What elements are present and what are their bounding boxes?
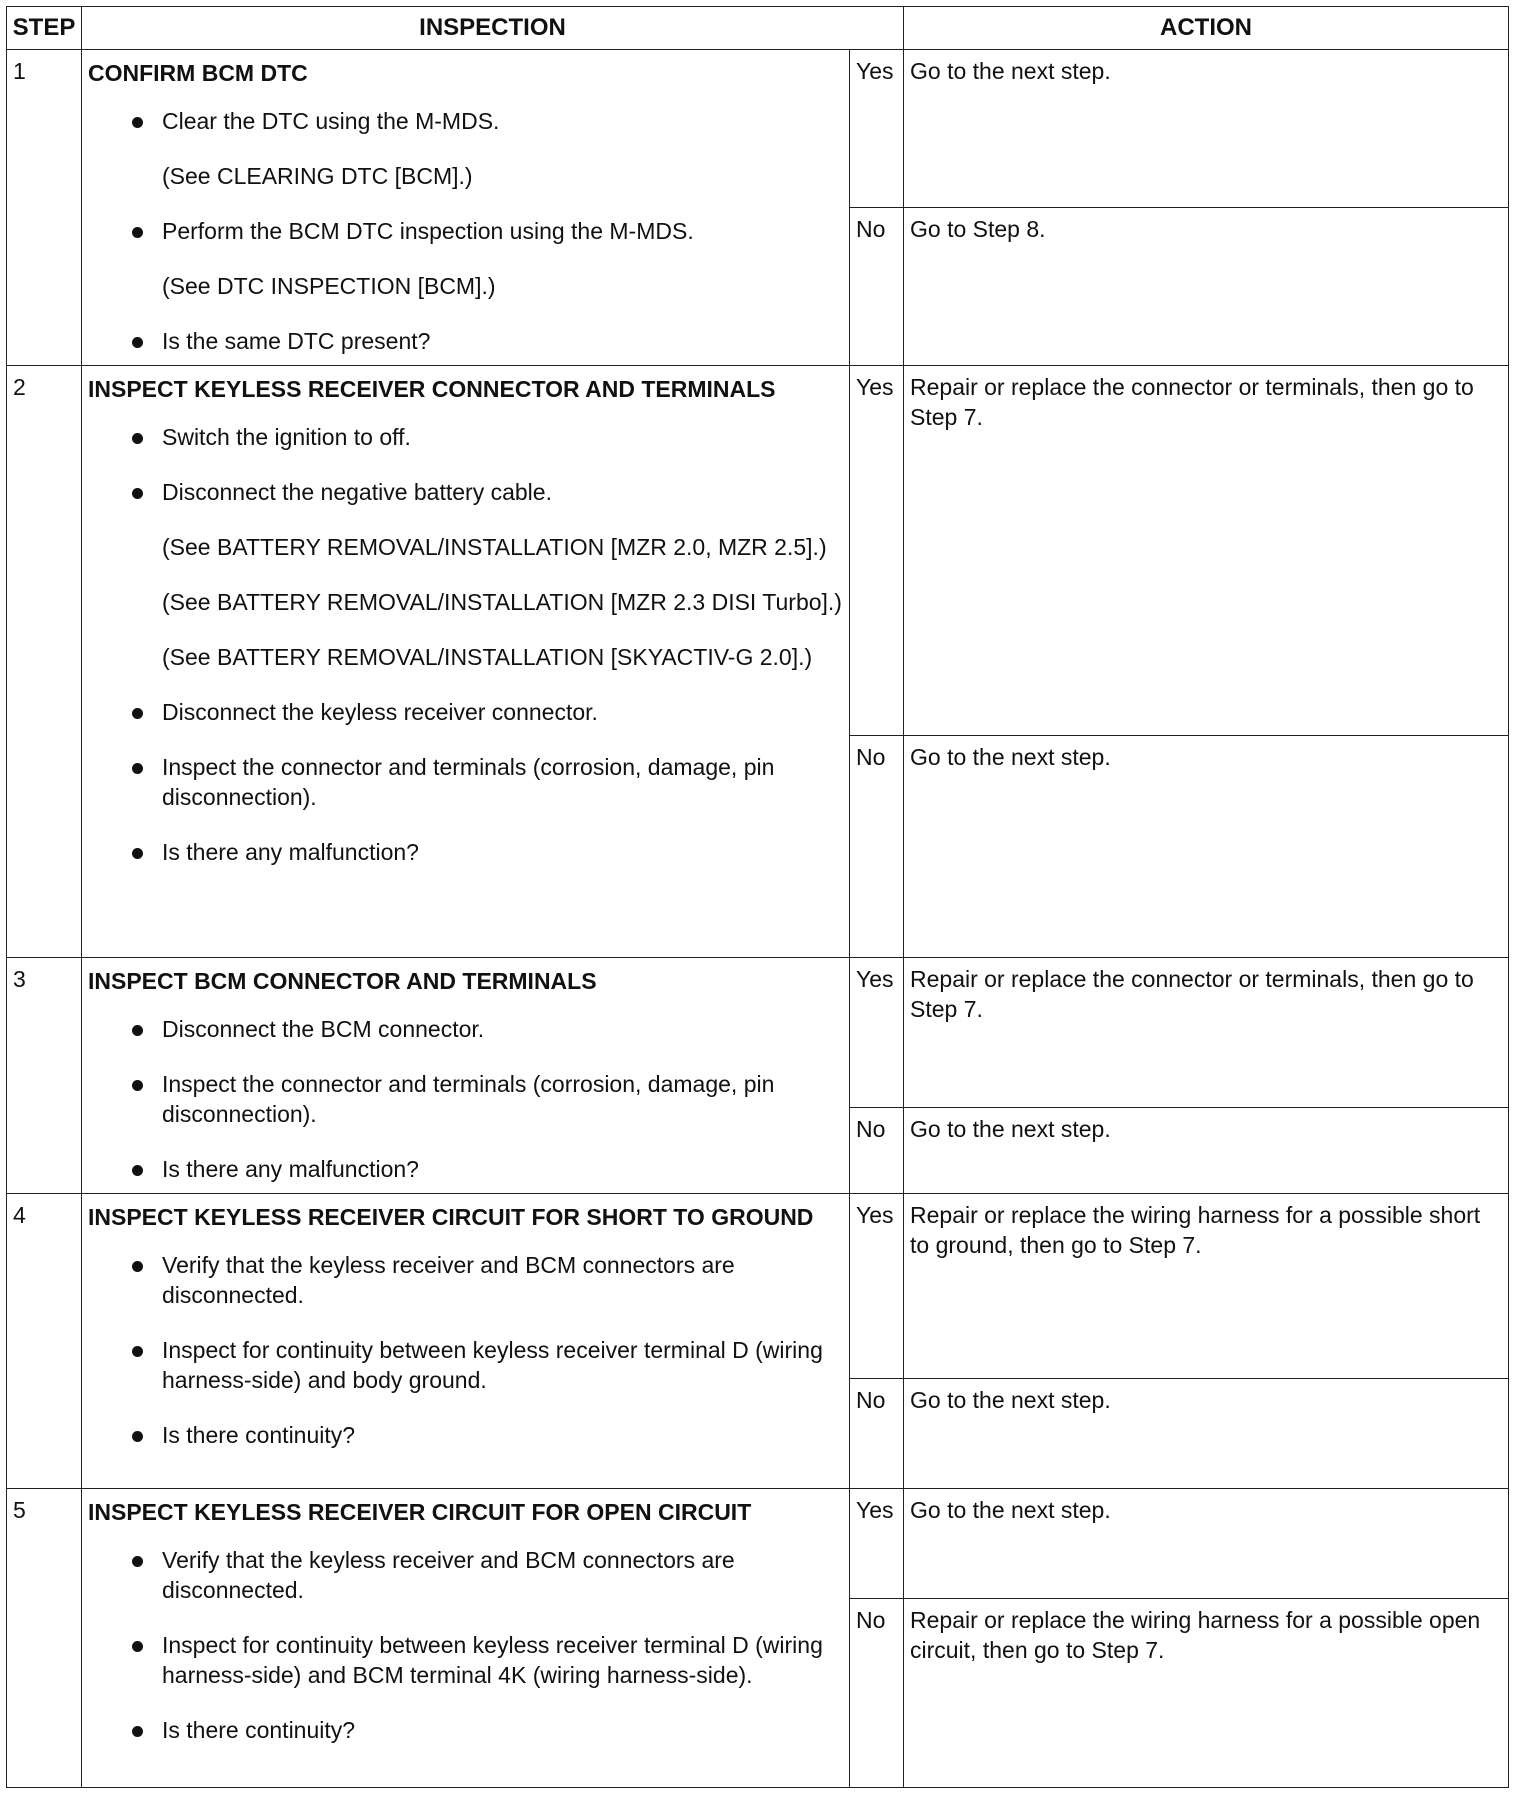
inspection-items [88, 1250, 843, 1450]
step-inspection-cell [82, 366, 850, 958]
step-inspection-cell [82, 1194, 850, 1489]
inspection-bullet-item: Perform the BCM DTC inspection using the M-MDS. [88, 216, 843, 246]
diagnostic-procedure-table [6, 6, 1509, 1788]
inspection-reference-note: (See CLEARING DTC [BCM].) [162, 163, 473, 189]
inspection-bullet-item: Verify that the keyless receiver and BCM connectors are disconnected. [88, 1250, 843, 1310]
no-label: No [850, 208, 904, 366]
step-title: INSPECT KEYLESS RECEIVER CIRCUIT FOR SHORT TO GROUND [88, 1204, 814, 1230]
no-label: No [850, 1599, 904, 1788]
inspection-bullet-item: Is there any malfunction? [88, 837, 843, 867]
yes-label: Yes [850, 958, 904, 1108]
step-number: 2 [7, 366, 82, 958]
inspection-bullet-item: Inspect for continuity between keyless receiver terminal D (wiring harness-side) and BCM terminal 4K (wiring harness-side). [88, 1630, 843, 1690]
inspection-bullet-item: Inspect for continuity between keyless receiver terminal D (wiring harness-side) and body ground. [88, 1335, 843, 1395]
inspection-bullet-item: Inspect the connector and terminals (corrosion, damage, pin disconnection). [88, 752, 843, 812]
inspection-reference-note: (See BATTERY REMOVAL/INSTALLATION [SKYACTIV-G 2.0].) [162, 644, 813, 670]
inspection-bullet-item: Disconnect the keyless receiver connector. [88, 697, 843, 727]
inspection-bullet-item: Disconnect the negative battery cable. [88, 477, 843, 507]
inspection-bullet-item: Is there continuity? [88, 1715, 843, 1745]
inspection-bullet-item: Inspect the connector and terminals (corrosion, damage, pin disconnection). [88, 1069, 843, 1129]
yes-action: Repair or replace the wiring harness for a possible short to ground, then go to Step 7. [904, 1194, 1509, 1379]
inspection-bullet-item: Is there continuity? [88, 1420, 843, 1450]
yes-label: Yes [850, 50, 904, 208]
inspection-bullet-item: Is the same DTC present? [88, 326, 843, 356]
no-action: Go to the next step. [904, 736, 1509, 958]
inspection-items [88, 106, 843, 356]
step-row-yes [7, 366, 1509, 736]
no-action: Go to Step 8. [904, 208, 1509, 366]
diagnostic-procedure-table-wrapper [6, 6, 1508, 1788]
header-inspection: INSPECTION [82, 7, 904, 50]
inspection-reference-note: (See BATTERY REMOVAL/INSTALLATION [MZR 2.3 DISI Turbo].) [162, 589, 842, 615]
step-row-yes [7, 1489, 1509, 1599]
yes-action: Go to the next step. [904, 1489, 1509, 1599]
step-number: 3 [7, 958, 82, 1194]
step-row-yes [7, 50, 1509, 208]
steps-body [7, 50, 1509, 1788]
header-action: ACTION [904, 7, 1509, 50]
step-number: 1 [7, 50, 82, 366]
no-action: Repair or replace the wiring harness for a possible open circuit, then go to Step 7. [904, 1599, 1509, 1788]
no-label: No [850, 1108, 904, 1194]
no-label: No [850, 736, 904, 958]
inspection-items [88, 422, 843, 867]
step-number: 4 [7, 1194, 82, 1489]
inspection-items [88, 1014, 843, 1184]
inspection-bullet-item: Disconnect the BCM connector. [88, 1014, 843, 1044]
step-inspection-cell [82, 50, 850, 366]
inspection-bullet-item: Verify that the keyless receiver and BCM connectors are disconnected. [88, 1545, 843, 1605]
inspection-reference-note: (See BATTERY REMOVAL/INSTALLATION [MZR 2.0, MZR 2.5].) [162, 534, 827, 560]
no-action: Go to the next step. [904, 1108, 1509, 1194]
yes-action: Repair or replace the connector or terminals, then go to Step 7. [904, 958, 1509, 1108]
no-action: Go to the next step. [904, 1379, 1509, 1489]
step-title: CONFIRM BCM DTC [88, 60, 308, 86]
yes-action: Go to the next step. [904, 50, 1509, 208]
inspection-bullet-item: Clear the DTC using the M-MDS. [88, 106, 843, 136]
yes-label: Yes [850, 1489, 904, 1599]
yes-label: Yes [850, 1194, 904, 1379]
step-inspection-cell [82, 1489, 850, 1788]
step-title: INSPECT BCM CONNECTOR AND TERMINALS [88, 968, 597, 994]
step-inspection-cell [82, 958, 850, 1194]
step-row-yes [7, 1194, 1509, 1379]
step-title: INSPECT KEYLESS RECEIVER CIRCUIT FOR OPEN CIRCUIT [88, 1499, 752, 1525]
step-number: 5 [7, 1489, 82, 1788]
header-step: STEP [7, 7, 82, 50]
table-header-row [7, 7, 1509, 50]
yes-action: Repair or replace the connector or terminals, then go to Step 7. [904, 366, 1509, 736]
step-title: INSPECT KEYLESS RECEIVER CONNECTOR AND TERMINALS [88, 376, 776, 402]
no-label: No [850, 1379, 904, 1489]
step-row-yes [7, 958, 1509, 1108]
inspection-bullet-item: Switch the ignition to off. [88, 422, 843, 452]
yes-label: Yes [850, 366, 904, 736]
inspection-reference-note: (See DTC INSPECTION [BCM].) [162, 273, 496, 299]
inspection-bullet-item: Is there any malfunction? [88, 1154, 843, 1184]
inspection-items [88, 1545, 843, 1745]
